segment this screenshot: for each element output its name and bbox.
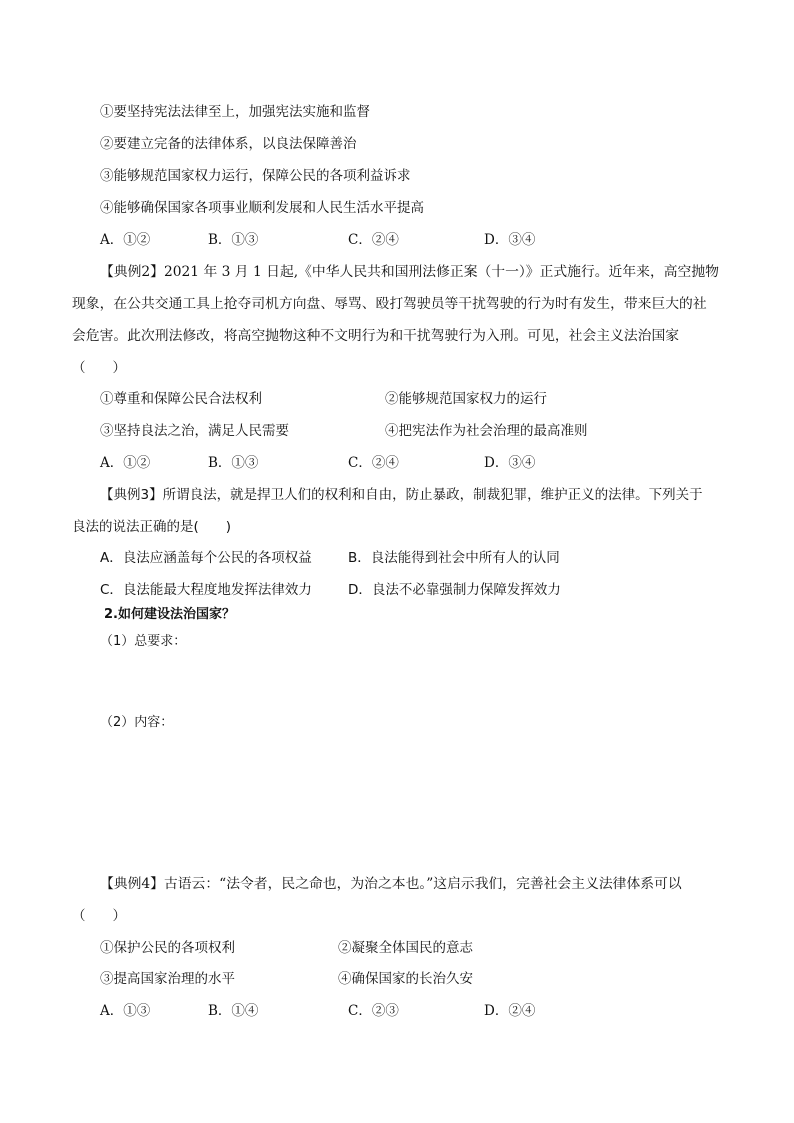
q3-option-c: C．良法能最大程度地发挥法律效力 (100, 582, 312, 598)
q2-stem-line-2: 现象，在公共交通工具上抢夺司机方向盘、辱骂、殴打驾驶员等干扰驾驶的行为时有发生，带来巨大的社 (72, 296, 707, 312)
q2-choice-d: D．③④ (484, 455, 536, 471)
q2-stem-line-1: 【典例2】2021 年 3 月 1 日起,《中华人民共和国刑法修正案（十一）》正式施行。近年来，高空抛物 (100, 264, 719, 280)
q2-stem-line-3: 会危害。此次刑法修改，将高空抛物这种不文明行为和干扰驾驶行为入刑。可见，社会主义法治国家 (72, 328, 680, 344)
q4-option-4: ④确保国家的长治久安 (338, 971, 473, 987)
q2-option-3: ③坚持良法之治，满足人民需要 (100, 423, 289, 439)
q3-option-a: A．良法应涵盖每个公民的各项权益 (100, 550, 312, 566)
q4-choice-b: B．①④ (208, 1003, 259, 1019)
q3-stem-line-1: 【典例3】所谓良法，就是捍卫人们的权利和自由，防止暴政，制裁犯罪，维护正义的法律。下列关于 (100, 487, 703, 503)
q1-option-2: ②要建立完备的法律体系，以良法保障善治 (100, 136, 357, 152)
q1-choice-a: A．①② (100, 232, 151, 248)
q2-choice-b: B．①③ (208, 455, 259, 471)
q4-answer-paren: （ ） (72, 908, 126, 924)
q2-option-2: ②能够规范国家权力的运行 (385, 391, 547, 407)
q2-choice-c: C．②④ (348, 455, 399, 471)
q3-option-d: D．良法不必靠强制力保障发挥效力 (348, 582, 561, 598)
section-sub-2: （2）内容： (100, 715, 174, 730)
q3-option-b: B．良法能得到社会中所有人的认同 (348, 550, 560, 566)
q4-option-1: ①保护公民的各项权利 (100, 940, 235, 956)
q1-choice-c: C．②④ (348, 232, 399, 248)
section-sub-1: （1）总要求： (100, 634, 187, 649)
q4-choice-d: D．②④ (484, 1003, 536, 1019)
section-heading: 2.如何建设法治国家？ (104, 607, 235, 622)
q2-option-1: ①尊重和保障公民合法权利 (100, 391, 262, 407)
q2-choice-a: A．①② (100, 455, 151, 471)
q1-choice-b: B．①③ (208, 232, 259, 248)
q4-option-2: ②凝聚全体国民的意志 (338, 940, 473, 956)
q1-option-1: ①要坚持宪法法律至上，加强宪法实施和监督 (100, 104, 370, 120)
q4-choice-c: C．②③ (348, 1003, 399, 1019)
q2-option-4: ④把宪法作为社会治理的最高准则 (385, 423, 588, 439)
q1-choice-d: D．③④ (484, 232, 536, 248)
q3-stem-line-2: 良法的说法正确的是( ) (72, 519, 232, 535)
q1-option-3: ③能够规范国家权力运行，保障公民的各项利益诉求 (100, 168, 411, 184)
q4-choice-a: A．①③ (100, 1003, 151, 1019)
q4-stem-line-1: 【典例4】古语云：“法令者，民之命也，为治之本也。”这启示我们，完善社会主义法律体系可以 (100, 876, 682, 892)
q4-option-3: ③提高国家治理的水平 (100, 971, 235, 987)
q1-option-4: ④能够确保国家各项事业顺利发展和人民生活水平提高 (100, 200, 424, 216)
q2-answer-paren: （ ） (72, 360, 126, 376)
